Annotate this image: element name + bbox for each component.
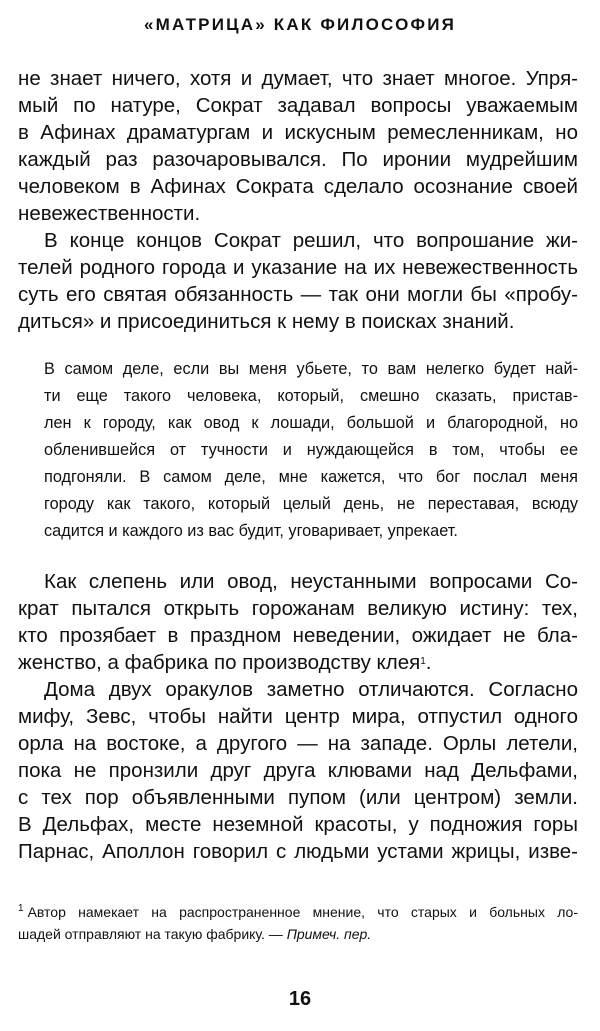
body-line (18, 650, 578, 676)
quote-line: ти еще такого человека, который, смешно сказать, пристав- (44, 387, 578, 405)
translator-note: Примеч. пер. (286, 926, 372, 942)
body-line: орла на востоке, а другого — на западе. Орлы летели, (18, 732, 578, 755)
footnote-line (18, 902, 578, 922)
body-line: мифу, Зевс, чтобы найти центр мира, отпустил одного (18, 705, 578, 728)
quote-line: городу как такого, который целый день, не переставая, всюду (44, 495, 578, 513)
body-line: крат пытался открыть горожанам великую истину: тех, (18, 597, 578, 620)
footnote-line (18, 924, 578, 944)
body-line: телей родного города и указание на их невежественность (18, 256, 578, 279)
body-line: диться» и присоединиться к нему в поисках знаний. (18, 310, 515, 333)
footnote-number: 1 (18, 903, 24, 914)
body-line: невежественности. (18, 202, 201, 225)
footnote-text: шадей отправляют на такую фабрику. — (18, 926, 283, 942)
body-line: с тех пор объявленными пупом (или центром) земли. (18, 786, 578, 809)
quote-line: обленившейся от тучности и нуждающейся в том, чтобы ее (44, 441, 578, 459)
quote-line: В самом деле, если вы меня убьете, то вам нелегко будет най- (44, 360, 578, 378)
body-line: Как слепень или овод, неустанными вопросами Со- (44, 570, 578, 593)
body-line: каждый раз разочаровывался. По иронии мудрейшим (18, 148, 578, 171)
body-line: Парнас, Аполлон говорил с людьми устами жрицы, изве- (18, 840, 578, 863)
body-line: кто прозябает в праздном неведении, ожидает не бла- (18, 624, 578, 647)
body-line: в Афинах драматургам и искусным ремесленникам, но (18, 121, 578, 144)
body-line-end: . (425, 651, 432, 674)
body-line: мый по натуре, Сократ задавал вопросы уважаемым (18, 94, 578, 117)
quote-line: подгоняли. В самом деле, мне кажется, что бог послал меня (44, 468, 578, 486)
body-line: пока не пронзили друг друга клювами над Дельфами, (18, 759, 578, 782)
body-line: Дома двух оракулов заметно отличаются. Согласно (44, 678, 578, 701)
body-line: человеком в Афинах Сократа сделало осознание своей (18, 175, 578, 198)
page-number: 16 (288, 988, 312, 1010)
body-line: В Дельфах, месте неземной красоты, у подножия горы (18, 813, 578, 836)
footnote-text: Автор намекает на распространенное мнение, что старых и больных ло- (27, 904, 578, 920)
running-header: «МАТРИЦА» КАК ФИЛОСОФИЯ (143, 15, 457, 34)
body-line: В конце концов Сократ решил, что вопрошание жи- (44, 229, 578, 252)
body-line: суть его святая обязанность — так они могли бы «пробу- (18, 283, 578, 306)
body-line-text: женство, а фабрика по производству клея (18, 651, 421, 674)
footnote-reference: 1 (420, 656, 426, 667)
body-line: не знает ничего, хотя и думает, что знает многое. Упря- (18, 67, 578, 90)
quote-line: лен к городу, как овод к лошади, большой и благородной, но (44, 414, 578, 432)
quote-line: садится и каждого из вас будит, уговаривает, упрекает. (44, 522, 458, 540)
